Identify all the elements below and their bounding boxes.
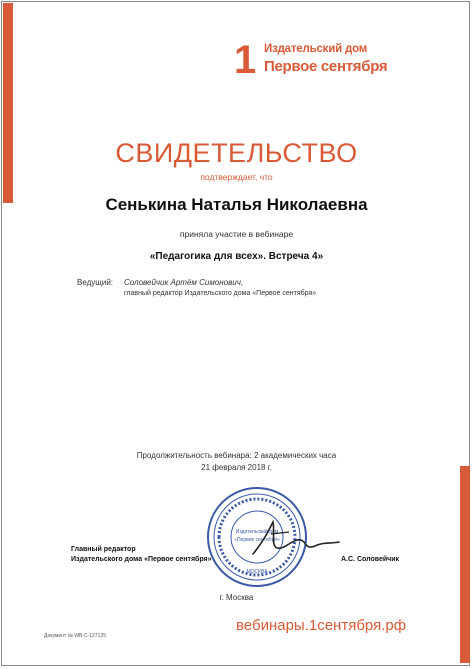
webinar-date: 21 февраля 2018 г. bbox=[201, 463, 272, 472]
host-name: Соловейчик Артём Симонович, bbox=[124, 278, 244, 287]
document-number: Документ № WB-C-127125 bbox=[44, 633, 107, 639]
confirms-text: подтверждает, что bbox=[200, 172, 273, 182]
svg-text:Издательский дом: Издательский дом bbox=[235, 529, 279, 535]
certificate-title: СВИДЕТЕЛЬСТВО bbox=[115, 138, 358, 168]
city: г. Москва bbox=[219, 593, 254, 602]
logo-line2: Первое сентября bbox=[264, 58, 388, 75]
svg-text:«Первое сентября»: «Первое сентября» bbox=[234, 537, 280, 543]
signature bbox=[245, 512, 345, 562]
signer-title-line2: Издательского дома «Первое сентября» bbox=[71, 556, 212, 563]
recipient-name: Сенькина Наталья Николаевна bbox=[105, 195, 368, 214]
host-role: главный редактор Издательского дома «Первое сентября» bbox=[124, 290, 317, 297]
decorative-bar-right bbox=[460, 466, 470, 663]
participation-text: приняла участие в вебинаре bbox=[179, 229, 294, 239]
website-link[interactable]: вебинары.1сентября.рф bbox=[236, 617, 407, 634]
webinar-duration: Продолжительность вебинара: 2 академических часа bbox=[136, 451, 337, 460]
logo-number: 1 bbox=[234, 38, 257, 82]
logo-line1: Издательский дом bbox=[264, 43, 368, 55]
webinar-title: «Педагогика для всех». Встреча 4» bbox=[149, 251, 324, 262]
host-label: Ведущий: bbox=[77, 278, 114, 287]
svg-text:МОСКВА: МОСКВА bbox=[246, 569, 268, 575]
signer-name: А.С. Соловейчик bbox=[341, 556, 400, 563]
publisher-logo bbox=[234, 40, 404, 80]
signer-title-line1: Главный редактор bbox=[71, 546, 136, 553]
